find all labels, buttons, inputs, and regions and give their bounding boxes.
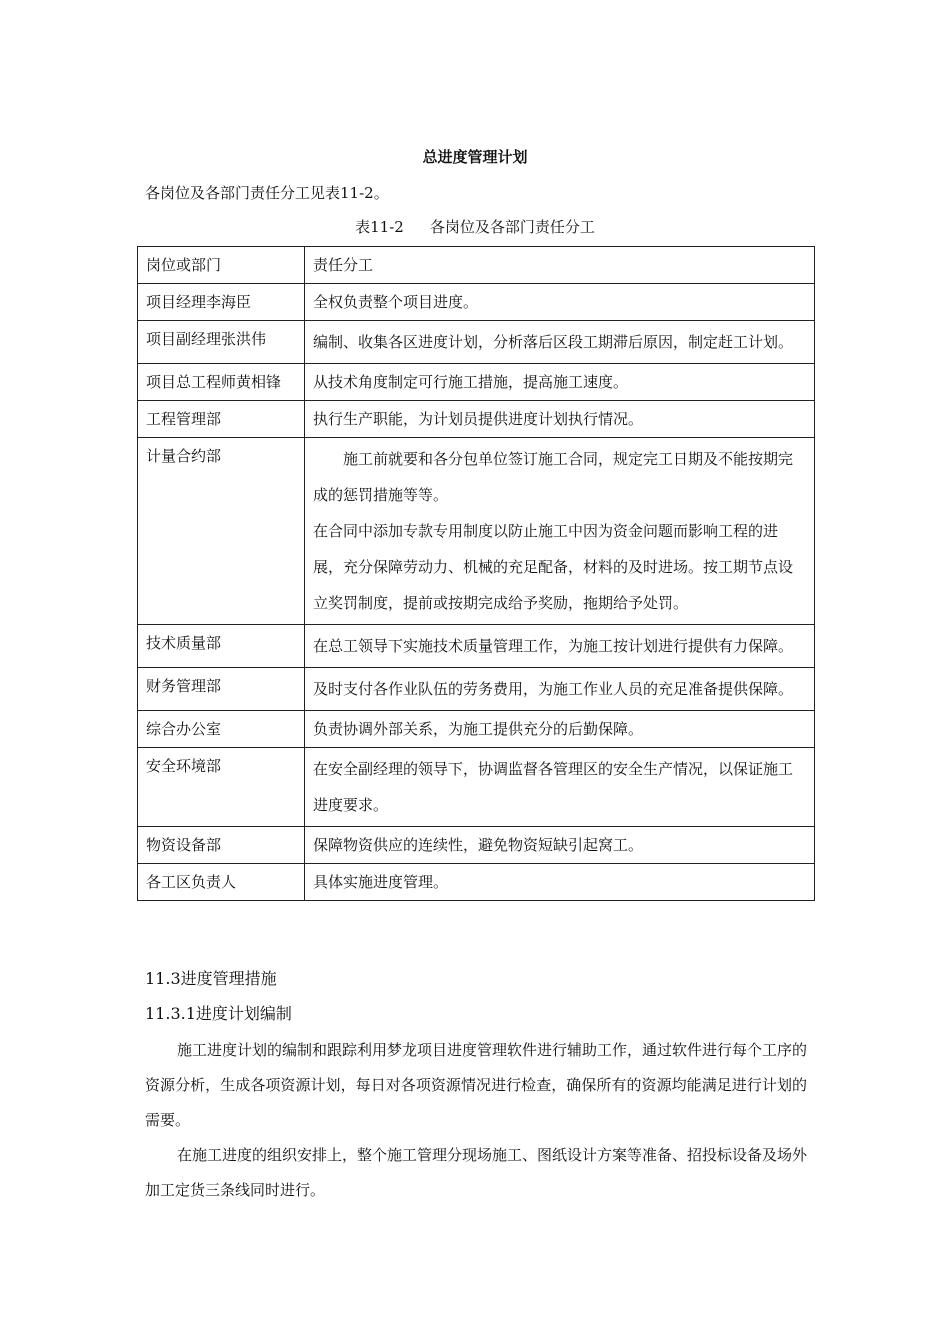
- header-duty: 责任分工: [305, 247, 815, 284]
- body-paragraph: 施工进度计划的编制和跟踪利用梦龙项目进度管理软件进行辅助工作，通过软件进行每个工序的资源分析，生成各项资源计划，每日对各项资源情况进行检查，确保所有的资源均能满足进行计划的需要。: [145, 1041, 808, 1129]
- table-caption: [0, 216, 950, 238]
- header-role: 岗位或部门: [138, 247, 305, 284]
- role-cell: 工程管理部: [138, 401, 305, 438]
- table-number: 表11-2: [355, 218, 404, 236]
- table-row: [138, 401, 815, 438]
- duty-cell: 负责协调外部关系，为施工提供充分的后勤保障。: [305, 711, 815, 748]
- role-cell: 安全环境部: [138, 748, 305, 827]
- role-cell: 项目总工程师黄相锋: [138, 364, 305, 401]
- table-caption-text: 各岗位及各部门责任分工: [429, 218, 595, 236]
- role-cell: 各工区负责人: [138, 864, 305, 901]
- table-row: [138, 864, 815, 901]
- page-title: 总进度管理计划: [422, 148, 528, 166]
- table-row: [138, 748, 815, 827]
- duty-cell: 保障物资供应的连续性，避免物资短缺引起窝工。: [305, 827, 815, 864]
- duty-cell: 具体实施进度管理。: [305, 864, 815, 901]
- duty-cell: 及时支付各作业队伍的劳务费用，为施工作业人员的充足准备提供保障。: [305, 668, 815, 711]
- duty-cell: 在安全副经理的领导下，协调监督各管理区的安全生产情况，以保证施工进度要求。: [305, 748, 815, 827]
- section-heading: 11.3进度管理措施: [145, 969, 277, 988]
- table-row: [138, 668, 815, 711]
- duty-paragraph: 在合同中添加专款专用制度以防止施工中因为资金问题而影响工程的进展，充分保障劳动力、机械的充足配备，材料的及时进场。按工期节点设立奖罚制度，提前或按期完成给予奖励，拖期给予处罚。: [313, 522, 794, 612]
- table-row: [138, 364, 815, 401]
- role-cell: 技术质量部: [138, 625, 305, 668]
- role-cell: 项目经理李海臣: [138, 284, 305, 321]
- role-cell: 项目副经理张洪伟: [138, 321, 305, 364]
- table-row: [138, 321, 815, 364]
- role-cell: 综合办公室: [138, 711, 305, 748]
- duty-cell: 编制、收集各区进度计划，分析落后区段工期滞后原因，制定赶工计划。: [305, 321, 815, 364]
- table-header-row: [138, 247, 815, 284]
- table-row: [138, 711, 815, 748]
- table-row: [138, 827, 815, 864]
- duty-cell: [305, 438, 815, 625]
- body-paragraph: 在施工进度的组织安排上，整个施工管理分现场施工、图纸设计方案等准备、招投标设备及场外加工定货三条线同时进行。: [145, 1146, 808, 1199]
- role-cell: 计量合约部: [138, 438, 305, 625]
- table-row: [138, 284, 815, 321]
- intro-text: 各岗位及各部门责任分工见表11-2。: [145, 184, 389, 202]
- duty-cell: 执行生产职能，为计划员提供进度计划执行情况。: [305, 401, 815, 438]
- duty-cell: 全权负责整个项目进度。: [305, 284, 815, 321]
- role-cell: 财务管理部: [138, 668, 305, 711]
- role-cell: 物资设备部: [138, 827, 305, 864]
- responsibility-table: [137, 246, 815, 901]
- subsection-heading: 11.3.1进度计划编制: [145, 1004, 292, 1023]
- table-row: [138, 438, 815, 625]
- duty-cell: 在总工领导下实施技术质量管理工作，为施工按计划进行提供有力保障。: [305, 625, 815, 668]
- duty-paragraph: 施工前就要和各分包单位签订施工合同，规定完工日期及不能按期完成的惩罚措施等等。: [313, 450, 794, 504]
- table-row: [138, 625, 815, 668]
- duty-cell: 从技术角度制定可行施工措施，提高施工速度。: [305, 364, 815, 401]
